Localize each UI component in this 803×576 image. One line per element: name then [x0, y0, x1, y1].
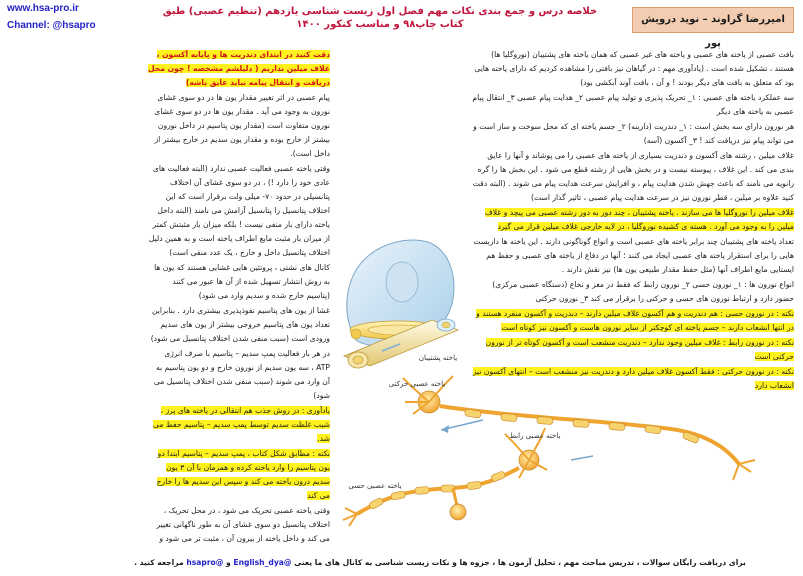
label-motor-neuron: یاخته عصبی حرکتی	[388, 380, 446, 388]
paragraph-neuroglia: غلاف میلین را نوروگلیا ها می سازند . یاخته پشتیبان ، چند دور به دور رشته عصبی می پیچد و غلاف میلین را به وجود می آورد . هسته ی کشیده نوروگلیا ، در لایه خارجی غلاف میلین قرار می گیرد	[484, 208, 794, 231]
page-title: خلاصه درس و جمع بندی نکات مهم فصل اول زیست شناسی یازدهم (تنظیم عصبی) طبق کتاب چاپ۹۸ و مناسب کنکور ۱۴۰۰	[162, 6, 598, 30]
paragraph-pump-note: نکته : مطابق شکل کتاب ، پمپ سدیم – پتاسیم ابتدا دو یون پتاسیم را وارد یاخته کرده و همزمان با آن ۳ یون سدیم درون یاخته می کند و سپس این سدیم ها را خارج می کند	[156, 449, 330, 500]
right-text-column	[472, 48, 794, 548]
paragraph-neuron-types: انواع نورون ها : ۱_ نورون حسی ۲_ نورون رابط که فقط در مغز و نخاع (دستگاه عصبی مرکزی) حضور دارد و ارتباط نورون های حسی و حرکتی را برقرار می کند ۳_ نورون حرکتی	[492, 280, 794, 303]
paragraph-neuron-functions: سه عملکرد یاخته های عصبی : ۱_ تحریک پذیری و تولید پیام عصبی ۲_ هدایت پیام عصبی ۳_ انتقال پیام عصبی به یاخته های دیگر	[472, 93, 794, 116]
left-text-column	[148, 48, 330, 548]
page-header	[0, 0, 803, 49]
channel-handle[interactable]: Channel: @hsapro	[7, 20, 96, 31]
paragraph-action-potential: وقتی یاخته عصبی تحریک می شود ، در محل تحریک ، اختلاف پتانسیل دو سوی غشای آن به طور ناگهانی تغییر می کند و داخل یاخته از بیرون آن ، مثبت تر می شود و	[156, 506, 330, 543]
paragraph-leak-channels: کانال های نشتی ، پروتئین هایی غشایی هستند که یون ها به روش انتشار تسهیل شده از آن ها عبور می کنند (پتاسیم خارج شده و سدیم وارد می شود)	[154, 263, 330, 300]
footer-link-english[interactable]: @English_dya	[233, 558, 292, 567]
label-sensory-neuron: یاخته عصبی حسی	[348, 482, 402, 490]
paragraph-support-cells: تعداد یاخته های پشتیبان چند برابر یاخته های عصبی است و انواع گوناگونی دارند . این یاخته ها داربست هایی را برای استقرار یاخته های عصبی ایجاد می کنند ؛ آنها در دفاع از یاخته های عصبی و حفظ هم ایستایی مایع اطراف آنها (مثل حفظ مقدار طبیعی یون ها) نیز نقش دارند .	[473, 237, 794, 274]
label-schwann-cell: یاخته پشتیبان	[418, 354, 458, 362]
paragraph-ion-distribution: پیام عصبی در اثر تغییر مقدار یون ها در دو سوی غشای نورون به وجود می آید . مقدار یون ها در دو سوی غشای نورون متفاوت است (مقدار یون پتاسیم در داخل نورون بیشتر از خارج بوده و مقدار یون سدیم در خارج بیشتر از داخل است).	[154, 93, 330, 158]
paragraph-permeability: غشا از یون های پتاسیم نفوذپذیری بیشتری دارد . بنابراین تعداد یون های پتاسیم خروجی بیشتر از یون های سدیم ورودی است (سبب منفی شدن اختلاف پتانسیل می شود)	[150, 306, 330, 343]
paragraph-reminder: یادآوری : در روش جذب هم انتقالی در یاخته های پرز ، شیب غلظت سدیم توسط پمپ سدیم – پتاسیم حفظ می شد.	[153, 406, 330, 443]
paragraph-resting-potential: وقتی یاخته عصبی فعالیت عصبی ندارد (البته فعالیت های عادی خود را دارد !) ، در دو سوی غشای آن اختلاف پتانسیلی در حدود ۷۰- میلی ولت برقرار است که این اختلاف پتانسیل را پتانسیل آرامش می نامند (البته داخل یاخته دارای بار منفی نیست ! بلکه میزان بار مثبتش کمتر از میزان بار مثبت مایع اطراف یاخته است و به همین دلیل اختلاف پتانسیل داخل و خارج ، یک عدد منفی است)	[148, 164, 330, 257]
paragraph-neuron-parts: هر نورون دارای سه بخش است : ۱_ دندریت (دارینه) ۲_ جسم یاخته ای که محل سوخت و ساز است و می تواند پیام نیز دریافت کند ! ۳_ آکسون (آسه)	[473, 122, 794, 145]
paragraph-inter-note: نکته : در نورون رابط : غلاف میلین وجود ندارد – دندریت منشعب است و آکسون کوتاه تر از نورون حرکتی است	[485, 338, 794, 361]
footer-and: و	[226, 558, 231, 567]
footer-text: برای دریافت رایگان سوالات ، تدریس مباحث مهم ، تحلیل آزمون ها ، جزوه ها و نکات زیست شناسی به کانال های ما یعنی	[294, 558, 746, 567]
paragraph-nervous-tissue: بافت عصبی از یاخته های عصبی و یاخته های غیر عصبی که همان یاخته های پشتیبان (نوروگلیا ها) هستند ، تشکیل شده است . (یادآوری مهم : در گیاهان نیز بافتی را مشاهده کردیم که دارای یاخته هایی بود که متعلق به بافت های دیگر بودند ! و آن ، بافت آوند آبکشی بود)	[474, 50, 794, 87]
site-url[interactable]: www.hsa-pro.ir	[7, 3, 79, 14]
paragraph-motor-note: نکته : در نورون حرکتی : فقط آکسون غلاف میلین دارد و دندریت نیز منشعب است – انتهای آکسون نیز انشعاب دارد	[472, 367, 794, 390]
paragraph-sensory-note: نکته : در نورون حسی : هم دندریت و هم آکسون غلاف میلین دارند – دندریت و آکسون منفرد هستند و در انتها انشعاب دارند – جسم یاخته ای کوچکتر از سایر نورون هاست و آکسون نیز کوتاه است	[476, 309, 794, 332]
footer-link-hsapro[interactable]: @hsapro	[186, 558, 224, 567]
paragraph-myelin-note: دقت کنید در ابتدای دندریت ها و پایانه آکسون ، غلاف میلین نداریم ( دلیلشم مشخصه ! چون محل دریافت و انتقال پیامه نباید عایق باشه)	[148, 50, 330, 87]
page-footer	[110, 556, 770, 570]
paragraph-sodium-pump: در هر بار فعالیت پمپ سدیم – پتاسیم با صرف انرژی ATP ، سه یون سدیم از نورون خارج و دو یون پتاسیم به آن وارد می شوند (سبب منفی شدن اختلاف پتانسیل می شود)	[153, 349, 330, 400]
footer-end: مراجعه کنید .	[134, 558, 184, 567]
paragraph-myelin-sheath: غلاف میلین ، رشته های آکسون و دندریت بسیاری از یاخته های عصبی را می پوشاند و آنها را عایق بندی می کند . این غلاف ، پیوسته نیست و در بخش هایی از رشته قطع می شود . این بخش ها را گره رانویه می نامند که باعث جهش شدن هدایت پیام ، و افزایش سرعت هدایت پیام می شوند . (البته دقت کنید علاوه بر میلین ، قطر نورون نیز در سرعت هدایت پیام عصبی ، تاثیر گذار است)	[472, 151, 794, 202]
author-box: امیررضا گراوند – نوید درویش پور	[632, 7, 794, 33]
label-interneuron: یاخته عصبی رابط	[509, 432, 561, 440]
